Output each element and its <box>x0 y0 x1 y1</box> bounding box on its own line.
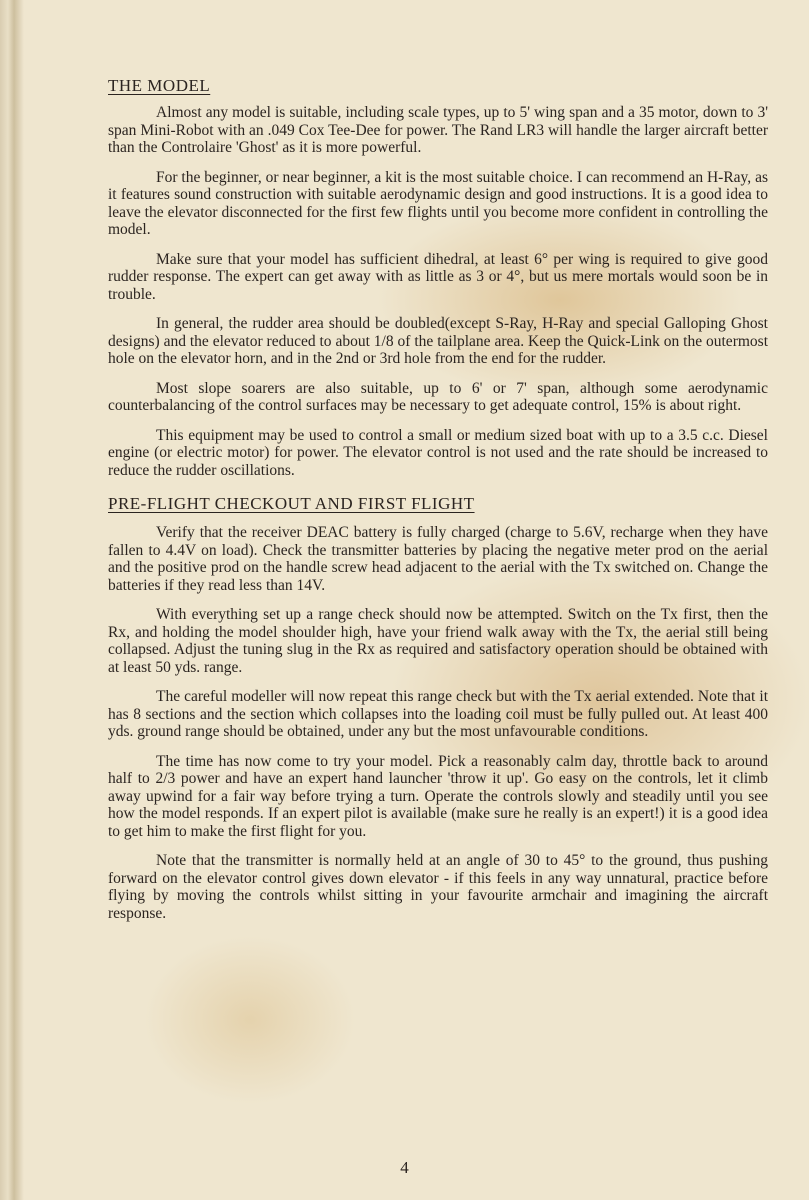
section-the-model <box>108 76 768 479</box>
paragraph: The careful modeller will now repeat this range check but with the Tx aerial extended. Note that it has 8 sections and the section which collapses into the loading coil must be fully pulled out. At least 400 yds. ground range should be obtained, under any but the most unfavourable conditions. <box>108 688 768 740</box>
section-heading: PRE-FLIGHT CHECKOUT AND FIRST FLIGHT <box>108 494 475 513</box>
paragraph: Note that the transmitter is normally held at an angle of 30 to 45° to the ground, thus pushing forward on the elevator control gives down elevator - if this feels in any way unnatural, practice before flying by moving the controls whilst sitting in your favourite armchair and imagining the aircraft response. <box>108 852 768 922</box>
paragraph: For the beginner, or near beginner, a kit is the most suitable choice. I can recommend an H-Ray, as it features sound construction with suitable aerodynamic design and good instructions. It is a good idea to leave the elevator disconnected for the first few flights until you become more confident in controlling the model. <box>108 168 768 238</box>
paragraph: The time has now come to try your model. Pick a reasonably calm day, throttle back to around half to 2/3 power and have an expert hand launcher 'throw it up'. Go easy on the controls, let it climb away upwind for a fair way before trying a turn. Operate the controls slowly and steadily until you see how the model responds. If an expert pilot is available (make sure he really is an expert!) it is a good idea to get him to make the first flight for you. <box>108 752 768 840</box>
paragraph: Verify that the receiver DEAC battery is fully charged (charge to 5.6V, recharge when they have fallen to 4.4V on load). Check the transmitter batteries by placing the negative meter prod on the aerial and the positive prod on the handle screw head adjacent to the aerial with the Tx switched on. Change the batteries if they read less than 14V. <box>108 524 768 594</box>
paragraph: Almost any model is suitable, including scale types, up to 5' wing span and a 35 motor, down to 3' span Mini-Robot with an .049 Cox Tee-Dee for power. The Rand LR3 will handle the larger aircraft better than the Controlaire 'Ghost' as it is more powerful. <box>108 104 768 156</box>
text-column <box>108 76 768 934</box>
paragraph: This equipment may be used to control a small or medium sized boat with up to a 3.5 c.c. Diesel engine (or electric motor) for power. The elevator control is not used and the rate should be increased to reduce the rudder oscillations. <box>108 426 768 479</box>
section-pre-flight-checkout <box>108 494 768 922</box>
section-heading: THE MODEL <box>108 76 211 95</box>
page-number: 4 <box>400 1158 409 1177</box>
paragraph: With everything set up a range check should now be attempted. Switch on the Tx first, then the Rx, and holding the model shoulder high, have your friend walk away with the Tx, the aerial still being collapsed. Adjust the tuning slug in the Rx as required and satisfactory operation should be obtained with at least 50 yds. range. <box>108 606 768 676</box>
paragraph: Most slope soarers are also suitable, up to 6' or 7' span, although some aerodynamic counterbalancing of the control surfaces may be necessary to get adequate control, 15% is about right. <box>108 379 768 414</box>
paragraph: In general, the rudder area should be doubled(except S-Ray, H-Ray and special Galloping Ghost designs) and the elevator reduced to about 1/8 of the tailplane area. Keep the Quick-Link on the outermost hole on the elevator horn, and in the 2nd or 3rd hole from the end for the rudder. <box>108 315 768 367</box>
paragraph: Make sure that your model has sufficient dihedral, at least 6° per wing is required to give good rudder response. The expert can get away with as little as 3 or 4°, but us mere mortals would soon be in trouble. <box>108 250 768 303</box>
page-binding-edge <box>0 0 24 1200</box>
